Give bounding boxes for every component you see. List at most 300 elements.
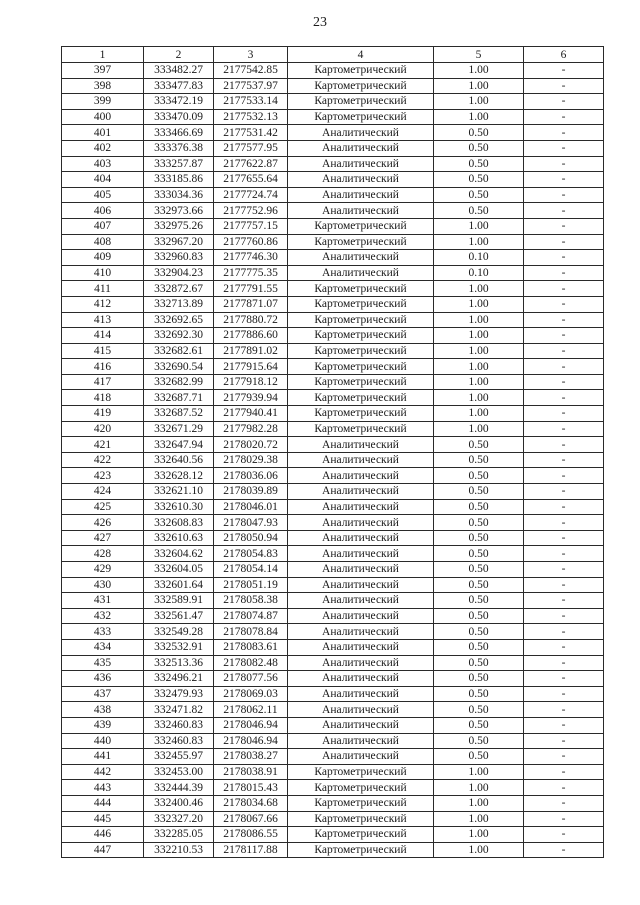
y-coordinate-cell: 2177886.60 [214,328,288,344]
note-cell: - [524,359,604,375]
point-number-cell: 426 [62,515,144,531]
x-coordinate-cell: 332671.29 [144,421,214,437]
x-coordinate-cell: 332549.28 [144,624,214,640]
column-header: 5 [434,47,524,63]
point-number-cell: 446 [62,827,144,843]
x-coordinate-cell: 332690.54 [144,359,214,375]
accuracy-cell: 0.50 [434,187,524,203]
method-cell: Картометрический [288,421,434,437]
x-coordinate-cell: 332400.46 [144,795,214,811]
y-coordinate-cell: 2178015.43 [214,780,288,796]
point-number-cell: 406 [62,203,144,219]
y-coordinate-cell: 2178039.89 [214,484,288,500]
x-coordinate-cell: 333466.69 [144,125,214,141]
note-cell: - [524,203,604,219]
y-coordinate-cell: 2177752.96 [214,203,288,219]
point-number-cell: 414 [62,328,144,344]
method-cell: Аналитический [288,203,434,219]
accuracy-cell: 1.00 [434,359,524,375]
note-cell: - [524,749,604,765]
y-coordinate-cell: 2178077.56 [214,671,288,687]
note-cell: - [524,156,604,172]
table-row [62,764,604,780]
accuracy-cell: 1.00 [434,328,524,344]
point-number-cell: 423 [62,468,144,484]
x-coordinate-cell: 332973.66 [144,203,214,219]
x-coordinate-cell: 332460.83 [144,733,214,749]
note-cell: - [524,608,604,624]
table-row [62,608,604,624]
method-cell: Аналитический [288,265,434,281]
y-coordinate-cell: 2178083.61 [214,639,288,655]
x-coordinate-cell: 332647.94 [144,437,214,453]
y-coordinate-cell: 2178046.01 [214,499,288,515]
table-row [62,702,604,718]
note-cell: - [524,63,604,79]
point-number-cell: 413 [62,312,144,328]
accuracy-cell: 1.00 [434,421,524,437]
method-cell: Картометрический [288,109,434,125]
x-coordinate-cell: 332621.10 [144,484,214,500]
x-coordinate-cell: 333470.09 [144,109,214,125]
point-number-cell: 427 [62,530,144,546]
table-row [62,390,604,406]
method-cell: Картометрический [288,359,434,375]
table-row [62,577,604,593]
accuracy-cell: 0.50 [434,437,524,453]
point-number-cell: 418 [62,390,144,406]
y-coordinate-cell: 2178069.03 [214,686,288,702]
x-coordinate-cell: 333185.86 [144,172,214,188]
method-cell: Аналитический [288,562,434,578]
y-coordinate-cell: 2178038.27 [214,749,288,765]
x-coordinate-cell: 332604.62 [144,546,214,562]
note-cell: - [524,484,604,500]
table-row [62,296,604,312]
point-number-cell: 421 [62,437,144,453]
note-cell: - [524,530,604,546]
coordinates-table [61,46,604,858]
table-row [62,265,604,281]
table-row [62,593,604,609]
table-row [62,749,604,765]
x-coordinate-cell: 332628.12 [144,468,214,484]
table-row [62,187,604,203]
y-coordinate-cell: 2178038.91 [214,764,288,780]
accuracy-cell: 0.50 [434,577,524,593]
point-number-cell: 437 [62,686,144,702]
x-coordinate-cell: 332460.83 [144,717,214,733]
method-cell: Аналитический [288,156,434,172]
table-row [62,250,604,266]
method-cell: Картометрический [288,78,434,94]
table-row [62,686,604,702]
y-coordinate-cell: 2178020.72 [214,437,288,453]
accuracy-cell: 1.00 [434,63,524,79]
x-coordinate-cell: 333472.19 [144,94,214,110]
table-row [62,421,604,437]
x-coordinate-cell: 332604.05 [144,562,214,578]
accuracy-cell: 0.50 [434,639,524,655]
table-row [62,406,604,422]
x-coordinate-cell: 333477.83 [144,78,214,94]
point-number-cell: 441 [62,749,144,765]
method-cell: Картометрический [288,94,434,110]
accuracy-cell: 0.50 [434,203,524,219]
x-coordinate-cell: 332532.91 [144,639,214,655]
note-cell: - [524,811,604,827]
accuracy-cell: 0.50 [434,140,524,156]
table-row [62,780,604,796]
table-row [62,218,604,234]
y-coordinate-cell: 2178117.88 [214,842,288,858]
note-cell: - [524,312,604,328]
table-row [62,468,604,484]
point-number-cell: 436 [62,671,144,687]
method-cell: Картометрический [288,343,434,359]
point-number-cell: 405 [62,187,144,203]
accuracy-cell: 1.00 [434,795,524,811]
point-number-cell: 411 [62,281,144,297]
x-coordinate-cell: 332872.67 [144,281,214,297]
accuracy-cell: 0.50 [434,515,524,531]
point-number-cell: 410 [62,265,144,281]
x-coordinate-cell: 332713.89 [144,296,214,312]
table-row [62,359,604,375]
note-cell: - [524,546,604,562]
y-coordinate-cell: 2177532.13 [214,109,288,125]
method-cell: Аналитический [288,686,434,702]
y-coordinate-cell: 2177918.12 [214,374,288,390]
table-row [62,312,604,328]
y-coordinate-cell: 2178029.38 [214,452,288,468]
accuracy-cell: 1.00 [434,296,524,312]
y-coordinate-cell: 2178054.83 [214,546,288,562]
note-cell: - [524,562,604,578]
y-coordinate-cell: 2178050.94 [214,530,288,546]
point-number-cell: 442 [62,764,144,780]
accuracy-cell: 1.00 [434,374,524,390]
accuracy-cell: 0.50 [434,452,524,468]
point-number-cell: 422 [62,452,144,468]
method-cell: Картометрический [288,218,434,234]
y-coordinate-cell: 2177757.15 [214,218,288,234]
column-header: 4 [288,47,434,63]
note-cell: - [524,406,604,422]
table-row [62,639,604,655]
note-cell: - [524,655,604,671]
table-row [62,733,604,749]
note-cell: - [524,499,604,515]
method-cell: Картометрический [288,234,434,250]
y-coordinate-cell: 2178036.06 [214,468,288,484]
method-cell: Аналитический [288,671,434,687]
table-row [62,140,604,156]
x-coordinate-cell: 332687.52 [144,406,214,422]
note-cell: - [524,94,604,110]
note-cell: - [524,78,604,94]
y-coordinate-cell: 2178054.14 [214,562,288,578]
point-number-cell: 417 [62,374,144,390]
accuracy-cell: 0.10 [434,250,524,266]
point-number-cell: 397 [62,63,144,79]
y-coordinate-cell: 2177871.07 [214,296,288,312]
note-cell: - [524,733,604,749]
note-cell: - [524,250,604,266]
table-row [62,63,604,79]
table-row [62,374,604,390]
point-number-cell: 402 [62,140,144,156]
table-row [62,125,604,141]
method-cell: Аналитический [288,639,434,655]
point-number-cell: 429 [62,562,144,578]
accuracy-cell: 0.50 [434,671,524,687]
note-cell: - [524,328,604,344]
point-number-cell: 401 [62,125,144,141]
x-coordinate-cell: 332682.99 [144,374,214,390]
x-coordinate-cell: 332610.63 [144,530,214,546]
method-cell: Картометрический [288,63,434,79]
method-cell: Картометрический [288,374,434,390]
accuracy-cell: 0.50 [434,562,524,578]
x-coordinate-cell: 332589.91 [144,593,214,609]
x-coordinate-cell: 332610.30 [144,499,214,515]
method-cell: Картометрический [288,764,434,780]
accuracy-cell: 0.50 [434,546,524,562]
x-coordinate-cell: 332285.05 [144,827,214,843]
method-cell: Аналитический [288,484,434,500]
x-coordinate-cell: 333376.38 [144,140,214,156]
accuracy-cell: 0.50 [434,624,524,640]
x-coordinate-cell: 333034.36 [144,187,214,203]
note-cell: - [524,296,604,312]
point-number-cell: 409 [62,250,144,266]
method-cell: Аналитический [288,530,434,546]
point-number-cell: 403 [62,156,144,172]
note-cell: - [524,374,604,390]
note-cell: - [524,468,604,484]
method-cell: Картометрический [288,390,434,406]
point-number-cell: 404 [62,172,144,188]
accuracy-cell: 1.00 [434,406,524,422]
method-cell: Картометрический [288,281,434,297]
note-cell: - [524,827,604,843]
accuracy-cell: 0.50 [434,655,524,671]
table-row [62,281,604,297]
table-row [62,343,604,359]
accuracy-cell: 0.50 [434,686,524,702]
point-number-cell: 419 [62,406,144,422]
table-row [62,109,604,125]
table-row [62,452,604,468]
accuracy-cell: 1.00 [434,78,524,94]
y-coordinate-cell: 2177915.64 [214,359,288,375]
point-number-cell: 420 [62,421,144,437]
accuracy-cell: 0.50 [434,172,524,188]
table-row [62,827,604,843]
y-coordinate-cell: 2178067.66 [214,811,288,827]
x-coordinate-cell: 332471.82 [144,702,214,718]
table-row [62,203,604,219]
method-cell: Картометрический [288,827,434,843]
point-number-cell: 435 [62,655,144,671]
table-header-row [62,47,604,63]
y-coordinate-cell: 2177982.28 [214,421,288,437]
point-number-cell: 433 [62,624,144,640]
accuracy-cell: 0.50 [434,593,524,609]
accuracy-cell: 1.00 [434,343,524,359]
y-coordinate-cell: 2177891.02 [214,343,288,359]
accuracy-cell: 1.00 [434,842,524,858]
point-number-cell: 400 [62,109,144,125]
accuracy-cell: 0.50 [434,530,524,546]
table-row [62,499,604,515]
note-cell: - [524,577,604,593]
point-number-cell: 424 [62,484,144,500]
point-number-cell: 425 [62,499,144,515]
point-number-cell: 439 [62,717,144,733]
table-row [62,717,604,733]
point-number-cell: 447 [62,842,144,858]
method-cell: Аналитический [288,468,434,484]
note-cell: - [524,686,604,702]
note-cell: - [524,452,604,468]
accuracy-cell: 0.50 [434,608,524,624]
table-row [62,515,604,531]
x-coordinate-cell: 332479.93 [144,686,214,702]
note-cell: - [524,764,604,780]
point-number-cell: 416 [62,359,144,375]
y-coordinate-cell: 2177775.35 [214,265,288,281]
x-coordinate-cell: 332327.20 [144,811,214,827]
note-cell: - [524,265,604,281]
y-coordinate-cell: 2178062.11 [214,702,288,718]
y-coordinate-cell: 2177791.55 [214,281,288,297]
table-row [62,671,604,687]
accuracy-cell: 1.00 [434,281,524,297]
x-coordinate-cell: 332444.39 [144,780,214,796]
method-cell: Аналитический [288,499,434,515]
note-cell: - [524,172,604,188]
accuracy-cell: 1.00 [434,780,524,796]
x-coordinate-cell: 333257.87 [144,156,214,172]
x-coordinate-cell: 332640.56 [144,452,214,468]
y-coordinate-cell: 2177533.14 [214,94,288,110]
y-coordinate-cell: 2177760.86 [214,234,288,250]
page-number: 23 [313,15,327,30]
y-coordinate-cell: 2177542.85 [214,63,288,79]
note-cell: - [524,343,604,359]
y-coordinate-cell: 2178078.84 [214,624,288,640]
y-coordinate-cell: 2177939.94 [214,390,288,406]
x-coordinate-cell: 332601.64 [144,577,214,593]
table-row [62,562,604,578]
accuracy-cell: 1.00 [434,390,524,406]
method-cell: Аналитический [288,452,434,468]
accuracy-cell: 0.50 [434,717,524,733]
note-cell: - [524,593,604,609]
y-coordinate-cell: 2178046.94 [214,717,288,733]
note-cell: - [524,140,604,156]
y-coordinate-cell: 2177655.64 [214,172,288,188]
note-cell: - [524,702,604,718]
point-number-cell: 444 [62,795,144,811]
point-number-cell: 399 [62,94,144,110]
accuracy-cell: 1.00 [434,109,524,125]
x-coordinate-cell: 332904.23 [144,265,214,281]
x-coordinate-cell: 332682.61 [144,343,214,359]
x-coordinate-cell: 332692.30 [144,328,214,344]
table-row [62,811,604,827]
accuracy-cell: 0.50 [434,484,524,500]
method-cell: Аналитический [288,608,434,624]
x-coordinate-cell: 332967.20 [144,234,214,250]
note-cell: - [524,390,604,406]
y-coordinate-cell: 2178086.55 [214,827,288,843]
x-coordinate-cell: 332496.21 [144,671,214,687]
method-cell: Картометрический [288,811,434,827]
x-coordinate-cell: 332975.26 [144,218,214,234]
note-cell: - [524,842,604,858]
y-coordinate-cell: 2178074.87 [214,608,288,624]
point-number-cell: 408 [62,234,144,250]
accuracy-cell: 0.50 [434,468,524,484]
note-cell: - [524,639,604,655]
note-cell: - [524,187,604,203]
table-row [62,530,604,546]
method-cell: Аналитический [288,624,434,640]
x-coordinate-cell: 333482.27 [144,63,214,79]
accuracy-cell: 0.50 [434,499,524,515]
x-coordinate-cell: 332210.53 [144,842,214,858]
point-number-cell: 443 [62,780,144,796]
point-number-cell: 407 [62,218,144,234]
note-cell: - [524,109,604,125]
column-header: 2 [144,47,214,63]
x-coordinate-cell: 332692.65 [144,312,214,328]
note-cell: - [524,421,604,437]
accuracy-cell: 1.00 [434,218,524,234]
y-coordinate-cell: 2177537.97 [214,78,288,94]
y-coordinate-cell: 2178082.48 [214,655,288,671]
table-row [62,546,604,562]
note-cell: - [524,717,604,733]
note-cell: - [524,437,604,453]
method-cell: Картометрический [288,312,434,328]
y-coordinate-cell: 2178051.19 [214,577,288,593]
column-header: 3 [214,47,288,63]
method-cell: Картометрический [288,328,434,344]
method-cell: Аналитический [288,655,434,671]
table-row [62,172,604,188]
method-cell: Аналитический [288,577,434,593]
table-row [62,78,604,94]
method-cell: Аналитический [288,437,434,453]
x-coordinate-cell: 332455.97 [144,749,214,765]
point-number-cell: 398 [62,78,144,94]
point-number-cell: 412 [62,296,144,312]
method-cell: Аналитический [288,733,434,749]
point-number-cell: 438 [62,702,144,718]
table-row [62,94,604,110]
y-coordinate-cell: 2177531.42 [214,125,288,141]
point-number-cell: 428 [62,546,144,562]
table-row [62,624,604,640]
x-coordinate-cell: 332687.71 [144,390,214,406]
note-cell: - [524,671,604,687]
point-number-cell: 430 [62,577,144,593]
method-cell: Аналитический [288,172,434,188]
